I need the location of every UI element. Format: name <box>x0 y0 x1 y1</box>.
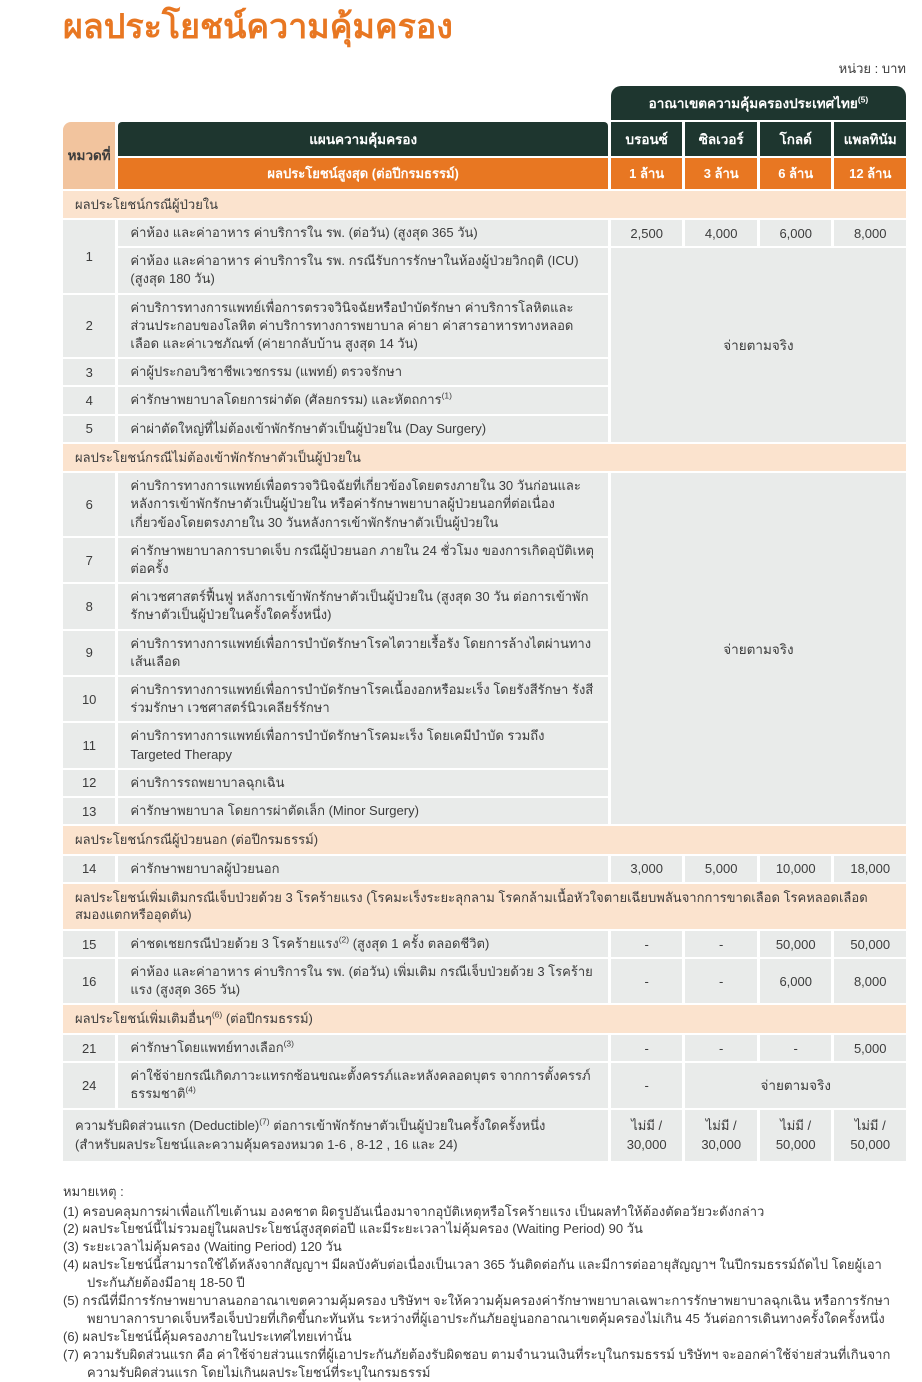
value-platinum: 8,000 <box>834 220 906 246</box>
benefit-desc: ค่าบริการรถพยาบาลฉุกเฉิน <box>118 770 608 796</box>
section-header: ผลประโยชน์เพิ่มเติมกรณีเจ็บป่วยด้วย 3 โรคร้ายแรง (โรคมะเร็งระยะลุกลาม โรคกล้ามเนื้อหัวใจตายเฉียบพลันจากการขาดเลือด โรคหลอดเลือดสมองแตกหรืออุดตัน) <box>63 884 906 929</box>
benefit-desc <box>118 1063 608 1107</box>
deductible-amount: 50,000 <box>775 1137 816 1153</box>
row-number: 16 <box>63 959 115 1003</box>
row-number: 11 <box>63 723 115 767</box>
value-gold: 6,000 <box>760 220 832 246</box>
section-header: ผลประโยชน์กรณีผู้ป่วยใน <box>63 191 906 219</box>
benefit-desc: ค่าห้อง และค่าอาหาร ค่าบริการใน รพ. (ต่อวัน) เพิ่มเติม กรณีเจ็บป่วยด้วย 3 โรคร้ายแรง (สูงสุด 365 วัน) <box>118 959 608 1003</box>
section-header-text: (ต่อปีกรมธรรม์) <box>222 1011 313 1027</box>
category-column-header: หมวดที่ <box>63 122 115 189</box>
benefit-desc: ค่าบริการทางการแพทย์เพื่อตรวจวินิจฉัยที่เกี่ยวข้องโดยตรงภายใน 30 วันก่อนและหลังการเข้าพักรักษาตัวเป็นผู้ป่วยใน หรือค่ารักษาพยาบาลผู้ป่วยนอกที่ต่อเนื่องเกี่ยวข้องโดยตรงภายใน 30 วันหลังการเข้าพักรักษาตัวเป็นผู้ป่วยใน <box>118 473 608 536</box>
row-number: 15 <box>63 931 115 957</box>
coverage-benefits-table <box>60 84 909 1163</box>
territory-header <box>611 86 906 120</box>
value-gold: - <box>760 1035 832 1061</box>
deductible-row <box>63 1110 906 1161</box>
row-number: 12 <box>63 770 115 796</box>
limit-bronze: 1 ล้าน <box>611 158 683 189</box>
max-benefit-row <box>63 158 906 189</box>
benefit-desc: ค่าห้อง และค่าอาหาร ค่าบริการใน รพ. กรณีรับการรักษาในห้องผู้ป่วยวิกฤติ (ICU) (สูงสุด 180 วัน) <box>118 248 608 292</box>
value-bronze: - <box>611 959 683 1003</box>
paid-as-actual-cell: จ่ายตามจริง <box>611 248 906 442</box>
value-silver: - <box>685 931 757 957</box>
territory-footnote-ref: (5) <box>857 94 869 104</box>
limit-gold: 6 ล้าน <box>760 158 832 189</box>
footnote-4: (4) ผลประโยชน์นี้สามารถใช้ได้หลังจากสัญญาฯ มีผลบังคับต่อเนื่องเป็นเวลา 365 วันติดต่อกัน และมีการต่ออายุสัญญาฯ ในปีกรมธรรม์ถัดไป โดยผู้เอาประกันภัยต้องมีอายุ 18-50 ปี <box>63 1257 882 1291</box>
value-platinum: 18,000 <box>834 856 906 882</box>
footnotes <box>63 1183 913 1382</box>
footnote-7: (7) ความรับผิดส่วนแรก คือ ค่าใช้จ่ายส่วนแรกที่ผู้เอาประกันภัยต้องรับผิดชอบ ตามจำนวนเงินที่ระบุในกรมธรรม์ บริษัทฯ จะออกค่าใช้จ่ายส่วนที่เกินจากความรับผิดส่วนแรก โดยไม่เกินผลประโยชน์ที่ระบุในกรมธรรม์ <box>63 1347 891 1380</box>
row-number: 24 <box>63 1063 115 1107</box>
section-other-benefits <box>63 1005 906 1033</box>
territory-header-row <box>63 86 906 120</box>
unit-label: หน่วย : บาท <box>838 60 906 76</box>
value-platinum: 50,000 <box>834 931 906 957</box>
value-silver: 4,000 <box>685 220 757 246</box>
table-row <box>63 931 906 957</box>
territory-header-text: อาณาเขตความคุ้มครองประเทศไทย <box>648 95 858 111</box>
value-gold: 6,000 <box>760 959 832 1003</box>
deductible-amount: 50,000 <box>850 1137 891 1153</box>
value-gold: 10,000 <box>760 856 832 882</box>
row-number: 7 <box>63 538 115 582</box>
value-platinum: 8,000 <box>834 959 906 1003</box>
benefit-desc: ค่าห้อง และค่าอาหาร ค่าบริการใน รพ. (ต่อวัน) (สูงสุด 365 วัน) <box>118 220 608 246</box>
section-header: ผลประโยชน์กรณีผู้ป่วยนอก (ต่อปีกรมธรรม์) <box>63 826 906 854</box>
deductible-label <box>63 1110 608 1161</box>
row-number: 1 <box>63 220 115 293</box>
benefit-desc: ค่าบริการทางการแพทย์เพื่อการบำบัดรักษาโรคมะเร็ง โดยเคมีบำบัด รวมถึง Targeted Therapy <box>118 723 608 767</box>
footnote-1: (1) ครอบคลุมการผ่าเพื่อแก้ไขเต้านม องคชาต ผิดรูปอันเนื่องมาจากอุบัติเหตุหรือโรคร้ายแรง เป็นผลทำให้ต้องตัดอวัยวะดังกล่าว <box>63 1203 765 1219</box>
benefit-desc-text: ค่าชดเชยกรณีป่วยด้วย 3 โรคร้ายแรง <box>130 935 339 951</box>
benefit-desc: ค่าบริการทางการแพทย์เพื่อการบำบัดรักษาโรคไตวายเรื้อรัง โดยการล้างไตผ่านทางเส้นเลือด <box>118 631 608 675</box>
value-gold: 50,000 <box>760 931 832 957</box>
value-bronze: 2,500 <box>611 220 683 246</box>
row-number: 6 <box>63 473 115 536</box>
paid-as-actual-cell: จ่ายตามจริง <box>611 473 906 824</box>
section-header-text: ผลประโยชน์เพิ่มเติมอื่นๆ <box>75 1011 212 1027</box>
footnote-ref: (2) <box>338 934 350 945</box>
tier-header-silver: ซิลเวอร์ <box>685 122 757 156</box>
max-benefit-label: ผลประโยชน์สูงสุด (ต่อปีกรมธรรม์) <box>118 158 608 189</box>
benefit-desc: ค่ารักษาพยาบาลการบาดเจ็บ กรณีผู้ป่วยนอก ภายใน 24 ชั่วโมง ของการเกิดอุบัติเหตุต่อครั้ง <box>118 538 608 582</box>
row-number: 8 <box>63 584 115 628</box>
table-row <box>63 248 906 292</box>
benefit-desc-text: ค่ารักษาโดยแพทย์ทางเลือก <box>130 1040 284 1056</box>
row-number: 3 <box>63 359 115 385</box>
table-row <box>63 1035 906 1061</box>
deductible-option: ไม่มี / <box>631 1117 663 1133</box>
row-number: 21 <box>63 1035 115 1061</box>
footnote-5: (5) กรณีที่มีการรักษาพยาบาลนอกอาณาเขตความคุ้มครอง บริษัทฯ จะให้ความคุ้มครองค่ารักษาพยาบาลเฉพาะการรักษาพยาบาลฉุกเฉิน หรือการรักษาพยาบาลการบาดเจ็บหรือเจ็บป่วยที่เกิดขึ้นกะทันหัน ระหว่างที่ผู้เอาประกันภัยอยู่นอกอาณาเขตคุ้มครองไม่เกิน 45 วันต่อการเดินทางครั้งใดครั้งหนึ่ง <box>63 1293 891 1327</box>
deductible-platinum <box>834 1110 906 1161</box>
limit-platinum: 12 ล้าน <box>834 158 906 189</box>
table-row <box>63 473 906 536</box>
row-number: 14 <box>63 856 115 882</box>
row-number: 9 <box>63 631 115 675</box>
benefit-desc: ค่าผ่าตัดใหญ่ที่ไม่ต้องเข้าพักรักษาตัวเป็นผู้ป่วยใน (Day Surgery) <box>118 416 608 442</box>
deductible-amount: 30,000 <box>626 1137 667 1153</box>
value-bronze: - <box>611 1063 683 1107</box>
section-inpatient <box>63 191 906 219</box>
benefit-desc: ค่ารักษาพยาบาลผู้ป่วยนอก <box>118 856 608 882</box>
section-header <box>63 1005 906 1033</box>
row-number: 4 <box>63 387 115 413</box>
plan-column-header: แผนความคุ้มครอง <box>118 122 608 156</box>
value-silver: - <box>685 959 757 1003</box>
row-number: 13 <box>63 798 115 824</box>
value-silver: - <box>685 1035 757 1061</box>
table-row <box>63 1063 906 1107</box>
deductible-option: ไม่มี / <box>780 1117 812 1133</box>
paid-as-actual-cell: จ่ายตามจริง <box>685 1063 906 1107</box>
deductible-option: ไม่มี / <box>705 1117 737 1133</box>
page-title: ผลประโยชน์ความคุ้มครอง <box>63 8 453 46</box>
value-platinum: 5,000 <box>834 1035 906 1061</box>
benefit-desc-text: (สูงสุด 1 ครั้ง ตลอดชีวิต) <box>349 935 490 951</box>
deductible-bronze <box>611 1110 683 1161</box>
benefit-desc <box>118 387 608 413</box>
limit-silver: 3 ล้าน <box>685 158 757 189</box>
row-number: 5 <box>63 416 115 442</box>
value-silver: 5,000 <box>685 856 757 882</box>
table-row <box>63 959 906 1003</box>
row-number: 10 <box>63 677 115 721</box>
tier-header-gold: โกลด์ <box>760 122 832 156</box>
benefit-desc: ค่ารักษาพยาบาล โดยการผ่าตัดเล็ก (Minor Surgery) <box>118 798 608 824</box>
section-outpatient <box>63 826 906 854</box>
footnote-2: (2) ผลประโยชน์นี้ไม่รวมอยู่ในผลประโยชน์สูงสุดต่อปี และมีระยะเวลาไม่คุ้มครอง (Waiting Period) 90 วัน <box>63 1221 643 1237</box>
footnote-3: (3) ระยะเวลาไม่คุ้มครอง (Waiting Period) 120 วัน <box>63 1239 342 1255</box>
deductible-label-text: ความรับผิดส่วนแรก (Deductible) <box>75 1117 260 1133</box>
benefit-desc <box>118 1035 608 1061</box>
footnotes-heading: หมายเหตุ : <box>63 1183 124 1199</box>
row-number: 2 <box>63 295 115 358</box>
benefit-desc: ค่าบริการทางการแพทย์เพื่อการบำบัดรักษาโรคเนื้องอกหรือมะเร็ง โดยรังสีรักษา รังสีร่วมรักษา เวชศาสตร์นิวเคลียร์รักษา <box>118 677 608 721</box>
deductible-option: ไม่มี / <box>854 1117 886 1133</box>
deductible-amount: 30,000 <box>701 1137 742 1153</box>
table-row <box>63 856 906 882</box>
benefit-desc: ค่าบริการทางการแพทย์เพื่อการตรวจวินิจฉัยหรือบำบัดรักษา ค่าบริการโลหิตและส่วนประกอบของโลหิต ค่าบริการทางการพยาบาล ค่ายา ค่าสารอาหารทางหลอดเลือด และค่าเวชภัณฑ์ (ค่ายากลับบ้าน สูงสุด 14 วัน) <box>118 295 608 358</box>
plan-header-row <box>63 122 906 156</box>
value-bronze: - <box>611 931 683 957</box>
footnote-6: (6) ผลประโยชน์นี้คุ้มครองภายในประเทศไทยเท่านั้น <box>63 1329 352 1345</box>
footnote-ref: (1) <box>441 391 452 402</box>
tier-header-bronze: บรอนซ์ <box>611 122 683 156</box>
deductible-label-text: ต่อการเข้าพักรักษาตัวเป็นผู้ป่วยในครั้งใดครั้งหนึ่ง <box>269 1117 546 1133</box>
deductible-silver <box>685 1110 757 1161</box>
deductible-gold <box>760 1110 832 1161</box>
table-row <box>63 220 906 246</box>
benefit-desc <box>118 931 608 957</box>
footnote-ref: (7) <box>259 1116 270 1127</box>
section-non-inpatient <box>63 444 906 472</box>
footnote-ref: (4) <box>185 1085 196 1096</box>
benefit-desc-text: ค่าใช้จ่ายกรณีเกิดภาวะแทรกซ้อนขณะตั้งครรภ์และหลังคลอดบุตร จากการตั้งครรภ์ธรรมชาติ <box>130 1068 591 1102</box>
benefit-desc-text: ค่ารักษาพยาบาลโดยการผ่าตัด (ศัลยกรรม) และหัตถการ <box>130 392 442 408</box>
benefit-desc: ค่าเวชศาสตร์ฟื้นฟู หลังการเข้าพักรักษาตัวเป็นผู้ป่วยใน (สูงสุด 30 วัน ต่อการเข้าพักรักษาตัวเป็นผู้ป่วยในครั้งใดครั้งหนึ่ง) <box>118 584 608 628</box>
footnote-ref: (3) <box>283 1038 294 1049</box>
footnote-ref: (6) <box>211 1010 223 1021</box>
value-bronze: - <box>611 1035 683 1061</box>
deductible-label-line2: (สำหรับผลประโยชน์และความคุ้มครองหมวด 1-6 , 8-12 , 16 และ 24) <box>75 1137 458 1153</box>
benefit-desc: ค่าผู้ประกอบวิชาชีพเวชกรรม (แพทย์) ตรวจรักษา <box>118 359 608 385</box>
header-spacer <box>63 86 608 120</box>
section-critical-illness <box>63 884 906 929</box>
tier-header-platinum: แพลทินัม <box>834 122 906 156</box>
value-bronze: 3,000 <box>611 856 683 882</box>
section-header: ผลประโยชน์กรณีไม่ต้องเข้าพักรักษาตัวเป็นผู้ป่วยใน <box>63 444 906 472</box>
